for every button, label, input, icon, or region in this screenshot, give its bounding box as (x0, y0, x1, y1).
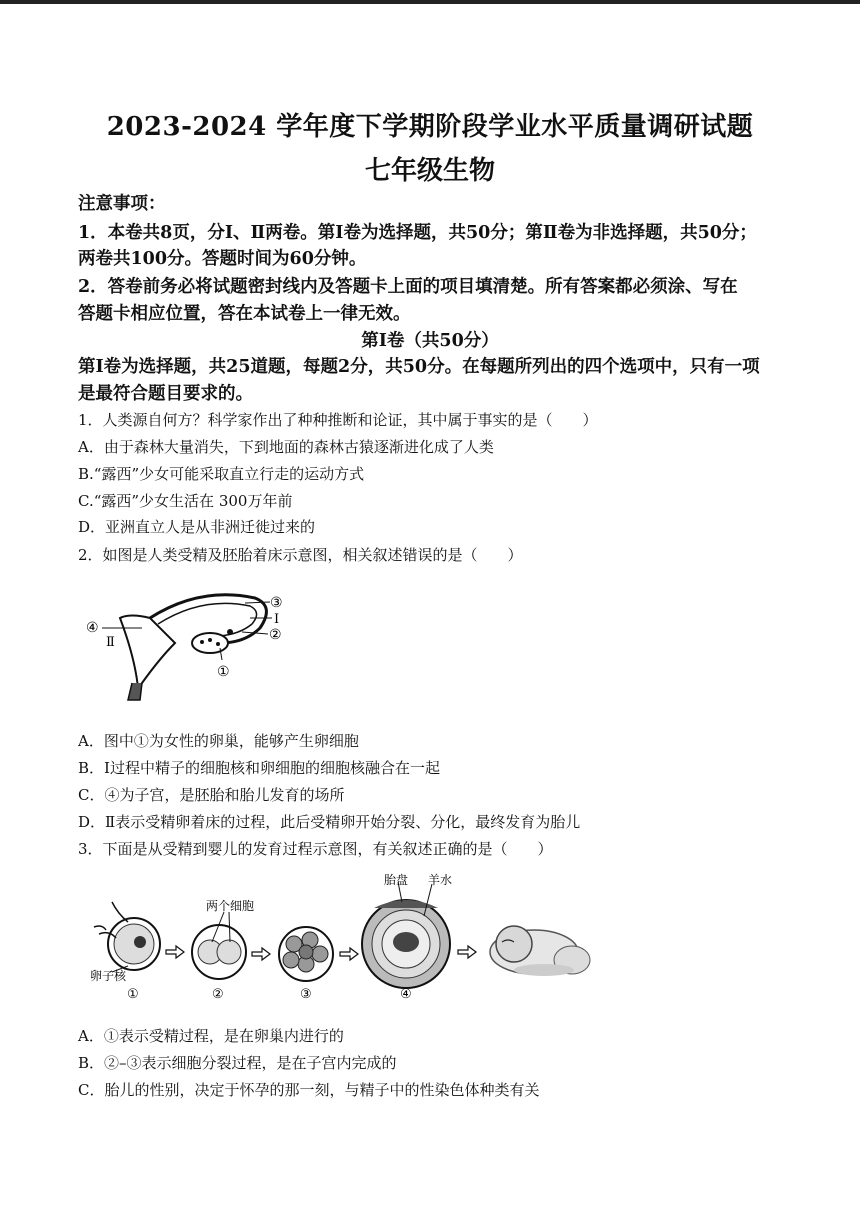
q2-label-2: ② (269, 627, 282, 643)
q1-option-c: C.“露西”少女生活在 300万年前 (78, 492, 293, 510)
q2-fertilization-diagram (80, 588, 300, 713)
q3-label-two-cells: 两个细胞 (206, 899, 255, 913)
q3-development-diagram (84, 872, 614, 1007)
q2-label-4: ④ (86, 620, 99, 636)
q3-label-placenta: 胎盘 (384, 873, 409, 887)
q3-stage-1: ① (127, 987, 139, 1002)
top-border (0, 0, 860, 4)
baby-illustration (490, 926, 590, 976)
q1-option-b: B.“露西”少女可能采取直立行走的运动方式 (78, 465, 365, 483)
section1-heading: 第Ⅰ卷（共50分） (361, 331, 499, 351)
exam-subject: 七年级生物 (364, 156, 495, 186)
notice-item2-line2: 答题卡相应位置，答在本试卷上一律无效。 (78, 304, 411, 324)
q3-stage-2: ② (212, 987, 224, 1002)
exam-title: 2023-2024 学年度下学期阶段学业水平质量调研试题 (106, 112, 754, 142)
q2-option-c: C．④为子宫，是胚胎和胎儿发育的场所 (78, 786, 345, 804)
q3-option-c: C．胎儿的性别，决定于怀孕的那一刻，与精子中的性染色体种类有关 (78, 1081, 540, 1099)
q3-stem: 3．下面是从受精到婴儿的发育过程示意图，有关叙述正确的是（ ） (78, 840, 553, 858)
notice-item1-line2: 两卷共100分。答题时间为60分钟。 (78, 249, 367, 269)
q3-label-amniotic: 羊水 (428, 873, 453, 887)
q1-option-a: A．由于森林大量消失，下到地面的森林古猿逐渐进化成了人类 (78, 438, 494, 456)
notice-heading: 注意事项： (78, 194, 166, 214)
q2-option-b: B．Ⅰ过程中精子的细胞核和卵细胞的细胞核融合在一起 (78, 759, 440, 777)
q1-option-d: D．亚洲直立人是从非洲迁徙过来的 (78, 518, 316, 536)
q2-label-I: Ⅰ (274, 612, 280, 627)
q2-label-II: Ⅱ (106, 635, 115, 650)
q2-option-a: A．图中①为女性的卵巢，能够产生卵细胞 (78, 732, 359, 750)
q3-label-egg-nucleus: 卵子核 (90, 969, 127, 983)
q2-label-1: ① (217, 664, 230, 680)
q2-option-d: D．Ⅱ表示受精卵着床的过程，此后受精卵开始分裂、分化，最终发育为胎儿 (78, 813, 581, 831)
q2-label-3: ③ (270, 595, 283, 611)
q3-stage-3: ③ (300, 987, 312, 1002)
section1-intro-line2: 是最符合题目要求的。 (78, 384, 253, 404)
notice-item2-line1: 2．答卷前务必将试题密封线内及答题卡上面的项目填清楚。所有答案都必须涂、写在 (78, 277, 738, 297)
q2-stem: 2．如图是人类受精及胚胎着床示意图，相关叙述错误的是（ ） (78, 546, 523, 564)
q3-stage-4: ④ (400, 987, 412, 1002)
q1-stem: 1．人类源自何方？科学家作出了种种推断和论证，其中属于事实的是（ ） (78, 411, 598, 429)
section1-intro-line1: 第Ⅰ卷为选择题，共25道题，每题2分，共50分。在每题所列出的四个选项中，只有一项 (78, 357, 760, 377)
q3-option-b: B．②–③表示细胞分裂过程，是在子宫内完成的 (78, 1054, 397, 1072)
notice-item1-line1: 1．本卷共8页，分Ⅰ、Ⅱ两卷。第Ⅰ卷为选择题，共50分；第Ⅱ卷为非选择题，共50分； (78, 223, 757, 243)
q3-option-a: A．①表示受精过程，是在卵巢内进行的 (78, 1027, 344, 1045)
